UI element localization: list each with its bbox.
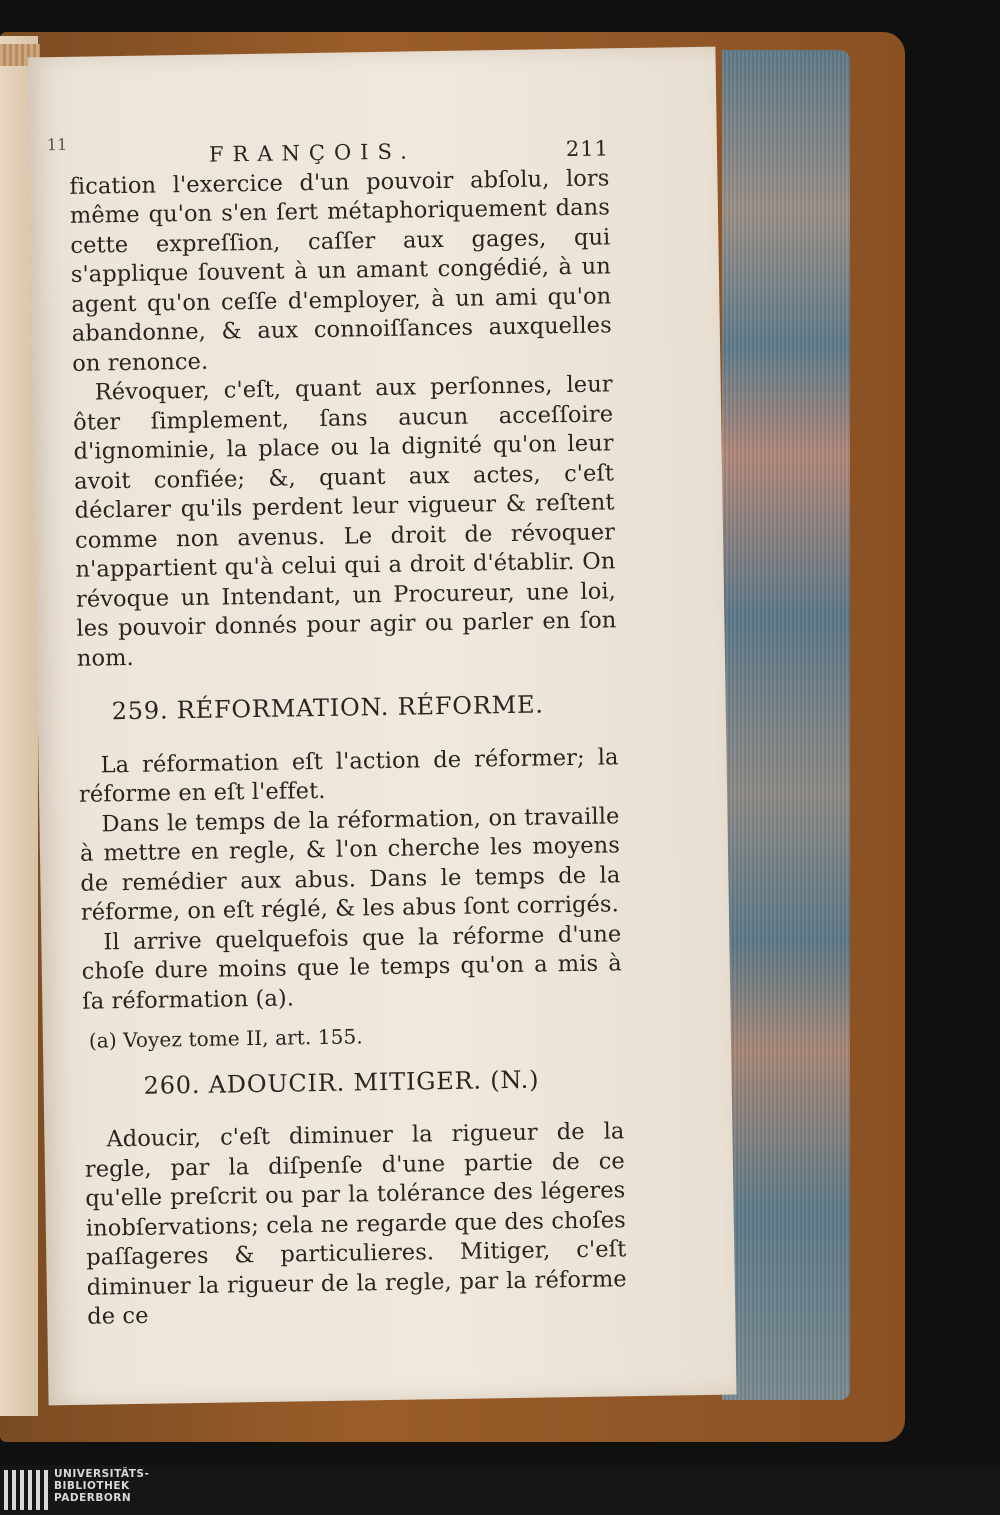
- paragraph: fication l'exercice d'un pouvoir abſolu, lors même qu'on s'en ſert métaphoriquement dans cette expreſſion, caſſer aux gages, qui s'applique ſouvent à un amant congédié, à un agent qu'on ceſſe d'employer, à un ami qu'on abandonne, & aux connoiſſances auxquelles on renonce.: [69, 164, 612, 377]
- paragraph: Il arrive quelquefois que la réforme d'une choſe dure moins que le temps qu'on a mis à ſa réformation (a).: [81, 920, 622, 1015]
- paragraph: La réformation eſt l'action de réformer; la réforme en eſt l'effet.: [78, 743, 619, 808]
- article-heading: 259. RÉFORMATION. RÉFORME.: [111, 690, 544, 726]
- paragraph: Adoucir, c'eſt diminuer la rigueur de la regle, par la diſpenſe d'une partie de ce qu'elle preſcrit ou par la tolérance des légeres inobſervations; cela ne regarde que des choſes paſſageres & particulieres. Mitiger, c'eſt diminuer la rigueur de la regle, par la réforme de ce: [84, 1118, 627, 1330]
- running-head: FRANÇOIS.: [208, 139, 416, 167]
- logo-line: UNIVERSITÄTS-: [54, 1468, 150, 1480]
- footnote: (a) Voyez tome II, art. 155.: [88, 1024, 363, 1053]
- page-number: 211: [565, 136, 610, 162]
- library-footer: [0, 1465, 1000, 1515]
- library-logo-text: [54, 1468, 149, 1504]
- logo-line: BIBLIOTHEK: [54, 1480, 130, 1492]
- gutter-mark: 11: [46, 134, 68, 155]
- page-block-edge: [722, 50, 850, 1400]
- article-heading: 260. ADOUCIR. MITIGER. (N.): [143, 1065, 540, 1100]
- paragraph: Dans le temps de la réformation, on travaille à mettre en regle, & l'on cherche les moyens de remédier aux abus. Dans le temps de la réforme, on eſt réglé, & les abus ſont corrigés.: [79, 802, 621, 926]
- book-page: [27, 47, 736, 1406]
- paragraph: Révoquer, c'eſt, quant aux perſonnes, leur ôter ſimplement, ſans aucun acceſſoire d'ignominie, la place ou la dignité qu'on leur avoit confiée; &, quant aux actes, c'eſt déclarer qu'ils perdent leur vigueur & reſtent comme non avenus. Le droit de révoquer n'appartient qu'à celui qui a droit d'établir. On révoque un Intendant, un Procureur, une loi, les pouvoir donnés pour agir ou parler en ſon nom.: [72, 371, 617, 672]
- page-text: [69, 134, 628, 1332]
- logo-line: PADERBORN: [54, 1492, 132, 1504]
- library-logo-icon: [4, 1470, 48, 1510]
